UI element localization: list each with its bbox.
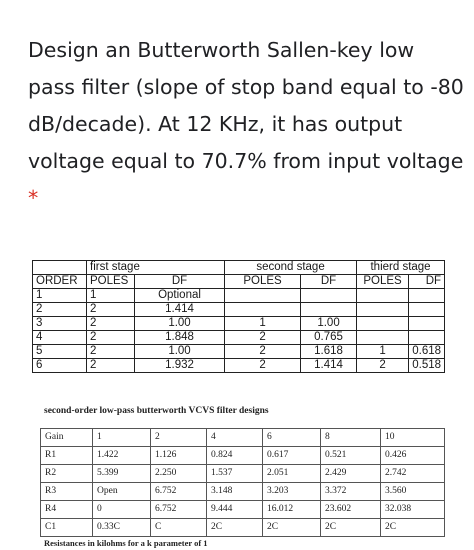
table-cell: C: [151, 519, 207, 537]
table-cell: 0.521: [321, 447, 381, 465]
table-cell: 1.932: [135, 359, 225, 373]
table-cell: 0.617: [263, 447, 321, 465]
table-cell: 2C: [207, 519, 263, 537]
table-cell: R2: [41, 465, 93, 483]
table-cell: 0.33C: [93, 519, 151, 537]
table-cell: 6: [263, 429, 321, 447]
table-cell: 2: [87, 359, 135, 373]
table-row: [41, 465, 445, 483]
col-header: DF: [135, 275, 225, 289]
table-cell: [409, 317, 445, 331]
table-cell: 1: [33, 289, 87, 303]
table-cell: 2C: [263, 519, 321, 537]
table-cell: 2: [87, 331, 135, 345]
butterworth-poles-table: [32, 260, 445, 373]
stage-header-first: first stage: [87, 261, 225, 275]
table-cell: 5.399: [93, 465, 151, 483]
table-cell: 1.00: [135, 345, 225, 359]
table-cell: 1.414: [301, 359, 357, 373]
vcvs-table-footnote: Resistances in kilohms for a k parameter of 1: [44, 538, 208, 548]
table-cell: [357, 289, 409, 303]
table-cell: 2: [87, 345, 135, 359]
table-row: [41, 483, 445, 501]
table-cell: 5: [33, 345, 87, 359]
table-cell: Optional: [135, 289, 225, 303]
col-header: POLES: [357, 275, 409, 289]
table-cell: 3.203: [263, 483, 321, 501]
table-cell: 9.444: [207, 501, 263, 519]
table-cell: 0: [93, 501, 151, 519]
table-cell: 3.148: [207, 483, 263, 501]
table-row: [33, 345, 445, 359]
table-cell: R1: [41, 447, 93, 465]
table-cell: [301, 303, 357, 317]
stage-header-third: thierd stage: [357, 261, 445, 275]
table-cell: 4: [207, 429, 263, 447]
table-cell: [409, 303, 445, 317]
table-cell: 2C: [321, 519, 381, 537]
required-asterisk: *: [28, 186, 39, 210]
table-cell: 6: [33, 359, 87, 373]
vcvs-design-table: [40, 428, 445, 537]
table-cell: 8: [321, 429, 381, 447]
table-cell: 1.422: [93, 447, 151, 465]
question-title: [28, 32, 464, 217]
table-cell: [409, 289, 445, 303]
table-cell: [357, 331, 409, 345]
table-row: [33, 317, 445, 331]
table-cell: 2.250: [151, 465, 207, 483]
table-cell: R3: [41, 483, 93, 501]
table-cell: 1: [357, 345, 409, 359]
table-cell: 6.752: [151, 483, 207, 501]
table-cell: C1: [41, 519, 93, 537]
table-cell: 2.429: [321, 465, 381, 483]
table-cell: 1: [87, 289, 135, 303]
table-cell: 1.00: [301, 317, 357, 331]
table-row: [33, 359, 445, 373]
col-header: POLES: [225, 275, 301, 289]
table-cell: 1.414: [135, 303, 225, 317]
col-header: DF: [409, 275, 445, 289]
table-row: [33, 289, 445, 303]
table-cell: [357, 317, 409, 331]
table-cell: 2C: [381, 519, 445, 537]
table-cell: 23.602: [321, 501, 381, 519]
table-row: [33, 303, 445, 317]
table-cell: 1.126: [151, 447, 207, 465]
table-cell: 2: [33, 303, 87, 317]
table-cell: 2: [225, 345, 301, 359]
table-cell: 32.038: [381, 501, 445, 519]
col-header: DF: [301, 275, 357, 289]
table-cell: 3.560: [381, 483, 445, 501]
table-cell: 0.518: [409, 359, 445, 373]
table-cell: 2: [225, 359, 301, 373]
table-row: [33, 331, 445, 345]
table-cell: Open: [93, 483, 151, 501]
table-cell: [409, 331, 445, 345]
table-cell: 0.824: [207, 447, 263, 465]
table-cell: 3.372: [321, 483, 381, 501]
table-cell: 6.752: [151, 501, 207, 519]
table-cell: 4: [33, 331, 87, 345]
table-cell: 1.00: [135, 317, 225, 331]
table-cell: Gain: [41, 429, 93, 447]
table-cell: 0.765: [301, 331, 357, 345]
table-cell: 0.426: [381, 447, 445, 465]
table-cell: 1.618: [301, 345, 357, 359]
col-header: POLES: [87, 275, 135, 289]
stage-header-second: second stage: [225, 261, 357, 275]
table-cell: 2: [87, 303, 135, 317]
table-cell: 16.012: [263, 501, 321, 519]
table-cell: [225, 289, 301, 303]
table-cell: R4: [41, 501, 93, 519]
table-cell: 10: [381, 429, 445, 447]
table-cell: 1: [93, 429, 151, 447]
table-row: [41, 447, 445, 465]
table-cell: [357, 303, 409, 317]
table-cell: 3: [33, 317, 87, 331]
table-cell: 2: [357, 359, 409, 373]
table-cell: [225, 303, 301, 317]
question-text: Design an Butterworth Sallen-key low pass filter (slope of stop band equal to -80 dB/decade). At 12 KHz, it has output voltage equal to 70.7% from input voltage: [28, 38, 464, 173]
table-cell: 2: [87, 317, 135, 331]
table-row: [41, 519, 445, 537]
vcvs-table-title: second-order low-pass butterworth VCVS filter designs: [44, 406, 269, 416]
table-cell: [301, 289, 357, 303]
column-header-row: [33, 275, 445, 289]
table-cell: 2: [151, 429, 207, 447]
table-cell: 2.051: [263, 465, 321, 483]
table-cell: 2: [225, 331, 301, 345]
table-row: [41, 501, 445, 519]
stage-header-row: [33, 261, 445, 275]
table-cell: 2.742: [381, 465, 445, 483]
table-row: [41, 429, 445, 447]
table-cell: 1.537: [207, 465, 263, 483]
table-cell: 1: [225, 317, 301, 331]
table-cell: 0.618: [409, 345, 445, 359]
col-header: ORDER: [33, 275, 87, 289]
table-cell: 1.848: [135, 331, 225, 345]
